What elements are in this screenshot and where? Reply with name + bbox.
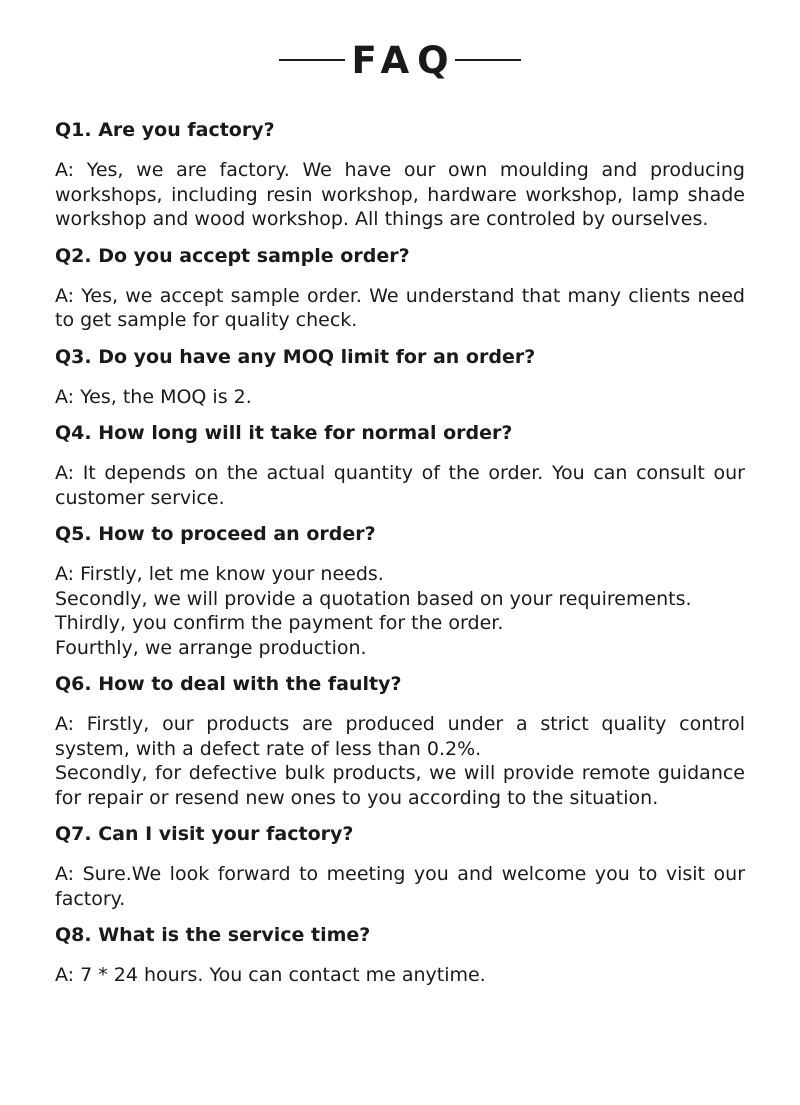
answer-line: A: Firstly, let me know your needs. [55,563,384,585]
faq-question: Q5. How to proceed an order? [55,523,376,545]
faq-answer [55,461,745,510]
faq-item [55,670,745,810]
faq-answer [55,158,745,232]
answer-line: A: Sure.We look forward to meeting you and welcome you to visit our factory. [55,863,745,910]
faq-answer [55,712,745,810]
answer-line: A: Firstly, our products are produced under a strict quality control system, with a defect rate of less than 0.2%. [55,713,745,760]
answer-line: A: 7 * 24 hours. You can contact me anytime. [55,964,486,986]
answer-line: A: Yes, we accept sample order. We understand that many clients need to get sample for quality check. [55,284,745,331]
faq-question: Q3. Do you have any MOQ limit for an order? [55,345,536,368]
faq-item [55,921,745,988]
faq-item [55,419,745,510]
faq-item [55,343,745,410]
faq-question: Q7. Can I visit your factory? [55,823,354,845]
page-title: FAQ [351,38,457,82]
faq-item [55,520,745,660]
faq-question: Q4. How long will it take for normal order? [55,422,513,444]
faq-question: Q6. How to deal with the faulty? [55,673,402,695]
answer-line: Secondly, we will provide a quotation based on your requirements. [55,587,692,610]
faq-header [0,30,800,90]
left-divider [279,59,345,61]
right-divider [455,59,521,61]
answer-line: A: Yes, we are factory. We have our own moulding and producing workshops, including resin workshop, hardware workshop, lamp shade workshop and wood workshop. All things are controled by ourselves. [55,159,745,230]
answer-line: A: Yes, the MOQ is 2. [55,385,252,408]
faq-item [55,820,745,911]
answer-line: Thirdly, you confirm the payment for the order. [55,612,504,634]
faq-answer [55,284,745,333]
faq-item [55,116,745,232]
faq-question: Q2. Do you accept sample order? [55,244,410,267]
faq-answer [55,562,745,660]
faq-answer [55,963,745,988]
answer-line: Secondly, for defective bulk products, we will provide remote guidance for repair or resend new ones to you according to the situation. [55,762,745,809]
faq-question: Q8. What is the service time? [55,924,371,946]
faq-item [55,242,745,333]
faq-answer [55,385,745,410]
answer-line: A: It depends on the actual quantity of the order. You can consult our customer service. [55,462,745,509]
faq-list [55,116,745,998]
answer-line: Fourthly, we arrange production. [55,636,367,659]
faq-question: Q1. Are you factory? [55,119,275,141]
faq-answer [55,862,745,911]
